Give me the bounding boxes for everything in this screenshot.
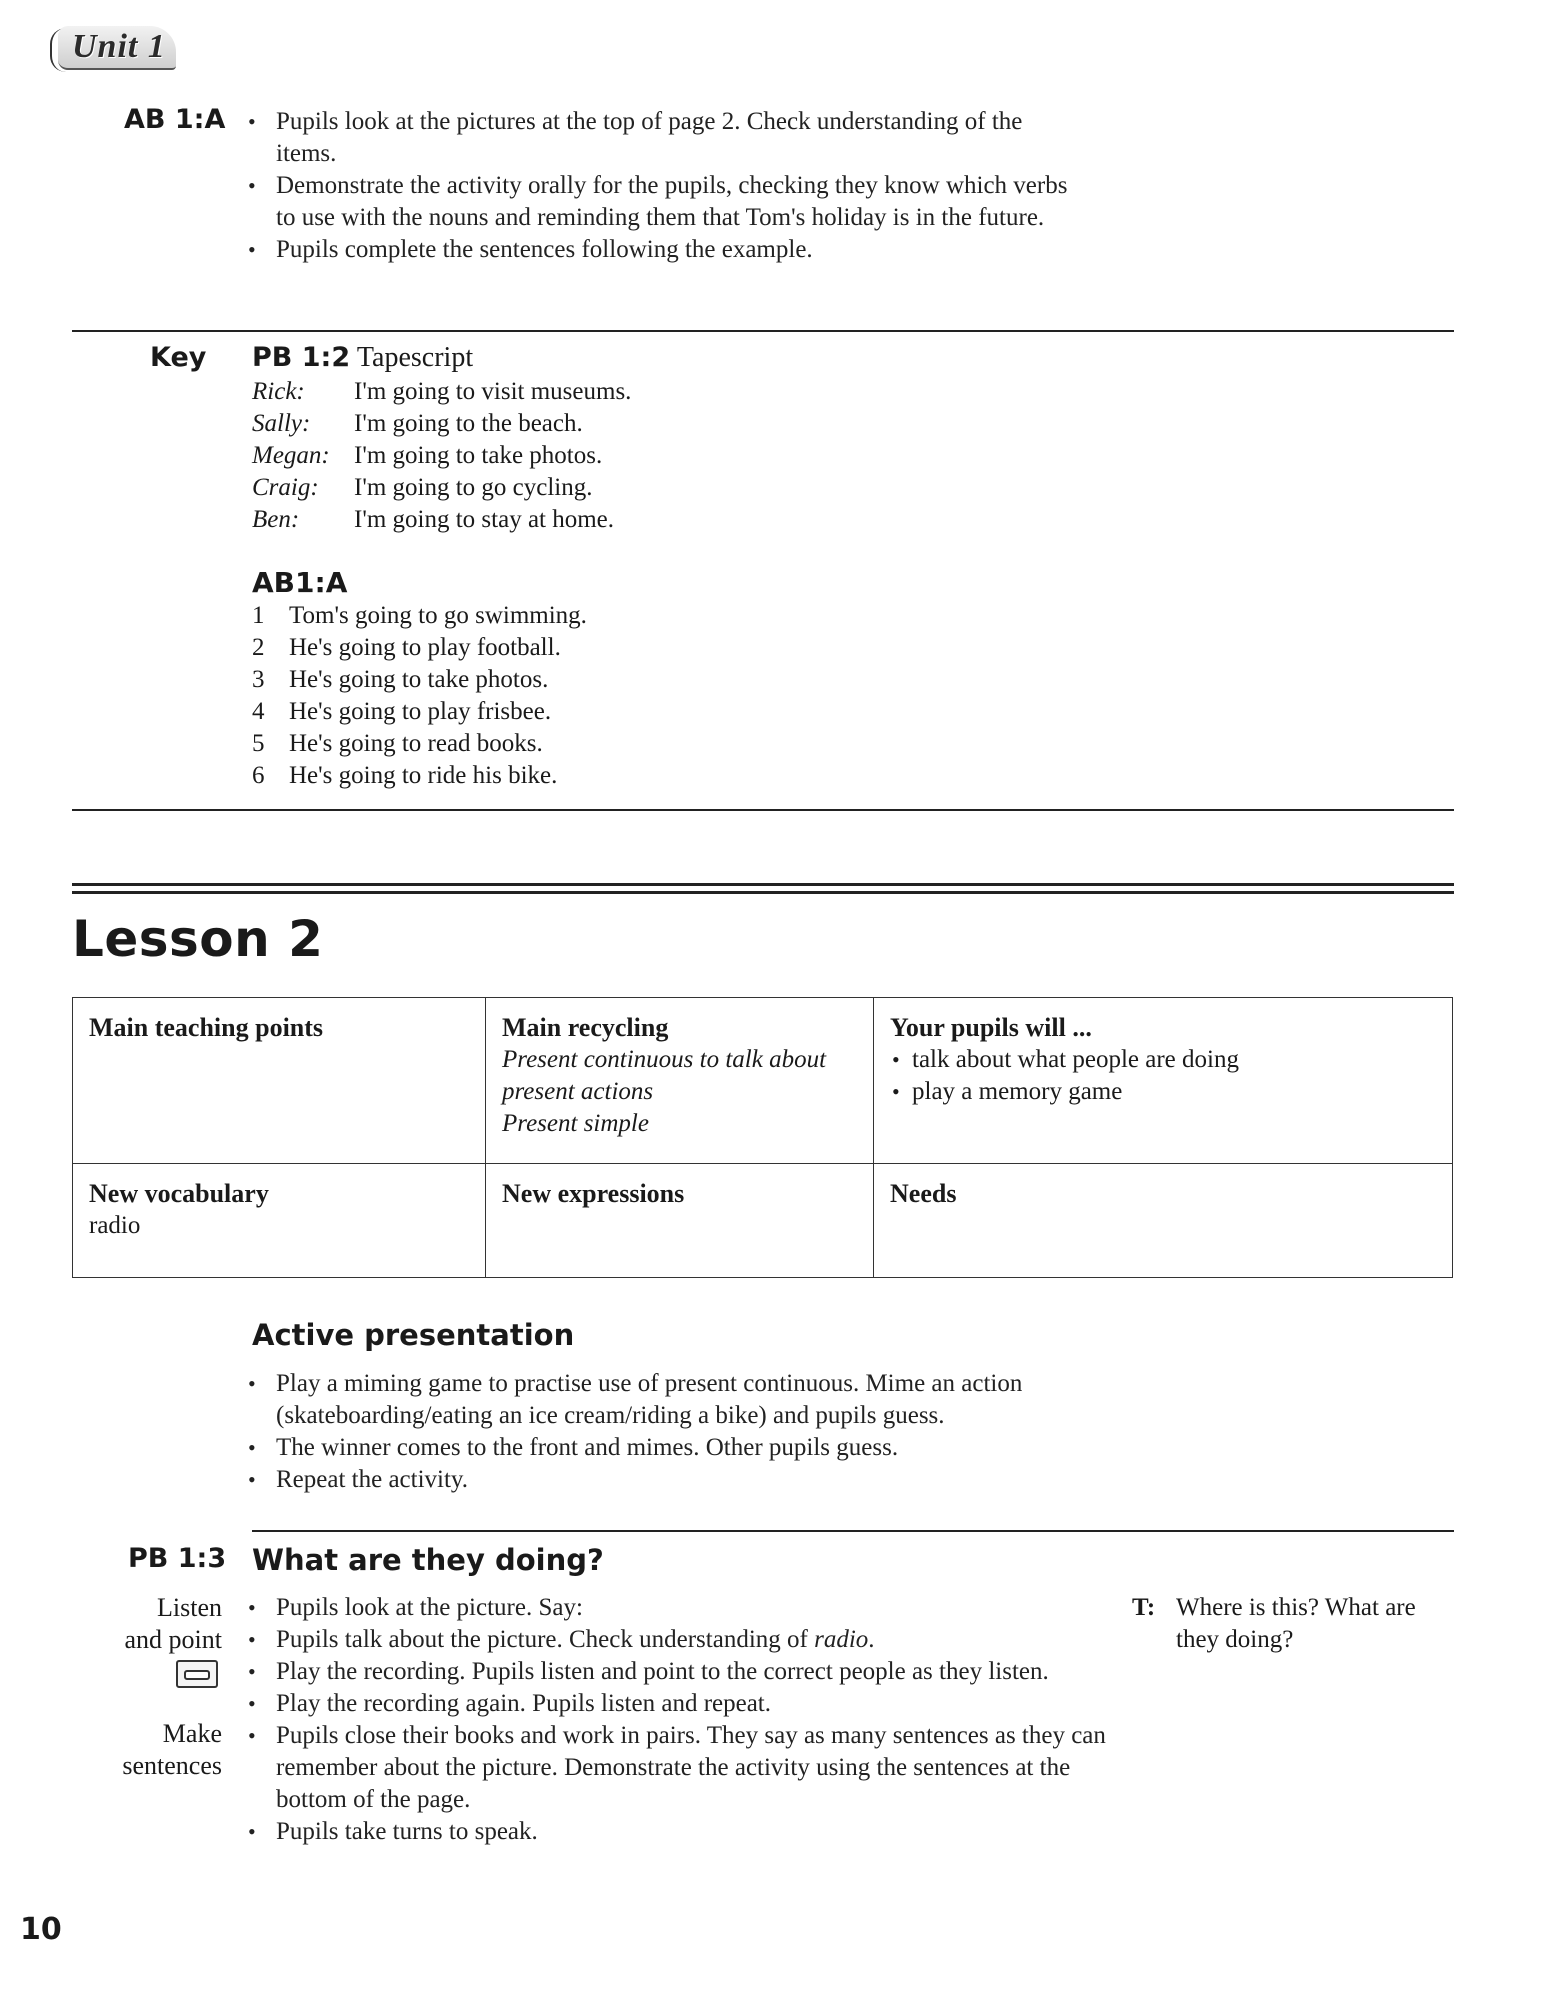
answer-row [252, 632, 587, 664]
list-item: • Pupils look at the picture. Say: [246, 1592, 1116, 1624]
ab1a-bullet-list [246, 106, 1086, 266]
list-item: • talk about what people are doing [890, 1044, 1436, 1076]
unit-badge [50, 22, 182, 72]
cell-line: Present simple [502, 1110, 649, 1137]
list-item: • Play the recording. Pupils listen and point to the correct people as they listen. [246, 1656, 1116, 1688]
tapescript-row [252, 376, 631, 408]
divider [72, 883, 1454, 886]
cassette-icon [176, 1660, 218, 1688]
table-cell [73, 998, 486, 1164]
cell-value: radio [89, 1212, 141, 1239]
table-row [73, 1164, 1453, 1278]
cell-heading: Your pupils will ... [890, 1013, 1092, 1042]
cell-heading: New vocabulary [89, 1179, 269, 1208]
table-cell [874, 1164, 1453, 1278]
table-row [73, 998, 1453, 1164]
pb13-label: PB 1:3 [128, 1543, 227, 1574]
line-text: I'm going to stay at home. [354, 506, 615, 533]
unit-label: Unit 1 [72, 28, 166, 65]
list-item: • Pupils complete the sentences following the example. [246, 234, 1086, 266]
teacher-note [1132, 1592, 1454, 1656]
tapescript-title: Tapescript [356, 342, 474, 373]
answer-number: 6 [252, 762, 265, 789]
line-text: I'm going to go cycling. [354, 474, 593, 501]
table-cell [874, 998, 1453, 1164]
list-item: • Demonstrate the activity orally for the pupils, checking they know which verbs to use with the nouns and reminding them that Tom's holiday is in the future. [246, 170, 1086, 234]
ab1a-answers-title: AB1:A [252, 566, 348, 599]
cell-heading: New expressions [502, 1179, 685, 1208]
tapescript-ref: PB 1:2 [252, 342, 351, 373]
answer-row [252, 664, 587, 696]
list-item: • Play the recording again. Pupils listen and repeat. [246, 1688, 1116, 1720]
speaker: Rick: [252, 378, 305, 405]
answer-row [252, 696, 587, 728]
speaker: Megan: [252, 442, 330, 469]
side-label-line: and point [124, 1625, 222, 1654]
tapescript-heading [252, 342, 473, 374]
active-presentation-title: Active presentation [252, 1318, 575, 1352]
tapescript-row [252, 472, 631, 504]
answer-number: 3 [252, 666, 265, 693]
answer-row [252, 728, 587, 760]
teaching-points-table [72, 997, 1453, 1278]
cell-heading: Needs [890, 1179, 957, 1208]
text-run: radio [814, 1626, 869, 1653]
key-label: Key [150, 342, 207, 373]
answer-text: Tom's going to go swimming. [289, 602, 587, 629]
table-cell [486, 1164, 874, 1278]
speaker: Ben: [252, 506, 300, 533]
answer-row [252, 760, 587, 792]
pb13-title: What are they doing? [252, 1543, 604, 1577]
listen-and-point-label [80, 1592, 222, 1696]
speaker: Sally: [252, 410, 311, 437]
answer-number: 4 [252, 698, 265, 725]
tapescript-row [252, 408, 631, 440]
answer-text: He's going to ride his bike. [289, 762, 558, 789]
make-sentences-label [80, 1718, 222, 1782]
list-item: • Play a miming game to practise use of present continuous. Mime an action (skateboarding/eating an ice cream/riding a bike) and pupils guess. [246, 1368, 1106, 1432]
answer-text: He's going to take photos. [289, 666, 549, 693]
side-label-line: sentences [122, 1751, 222, 1780]
divider [72, 330, 1454, 332]
cell-heading: Main recycling [502, 1013, 669, 1042]
tapescript-lines [252, 376, 631, 536]
ab1a-answers [252, 600, 587, 792]
divider [72, 891, 1454, 894]
teacher-speaker: T: [1132, 1594, 1156, 1621]
list-item: • Repeat the activity. [246, 1464, 1106, 1496]
answer-number: 2 [252, 634, 265, 661]
divider [72, 809, 1454, 811]
list-item: • Pupils close their books and work in pairs. They say as many sentences as they can remember about the picture. Demonstrate the activity using the sentences at the bottom of the page. [246, 1720, 1116, 1816]
speaker: Craig: [252, 474, 319, 501]
cell-heading: Main teaching points [89, 1013, 324, 1042]
cell-line: Present continuous to talk about [502, 1046, 827, 1073]
list-item: • Pupils look at the pictures at the top of page 2. Check understanding of the items. [246, 106, 1086, 170]
lesson-title: Lesson 2 [72, 910, 324, 968]
ab1a-label: AB 1:A [124, 104, 226, 135]
text-run: Pupils talk about the picture. Check understanding of [276, 1626, 815, 1653]
active-presentation-list [246, 1368, 1106, 1496]
list-item: • Pupils take turns to speak. [246, 1816, 1116, 1848]
line-text: I'm going to take photos. [354, 442, 603, 469]
answer-number: 1 [252, 602, 265, 629]
tapescript-row [252, 504, 631, 536]
cell-line: present actions [502, 1078, 654, 1105]
list-item: • The winner comes to the front and mimes. Other pupils guess. [246, 1432, 1106, 1464]
teacher-prompt: Where is this? What are they doing? [1176, 1594, 1416, 1653]
answer-number: 5 [252, 730, 265, 757]
line-text: I'm going to the beach. [354, 410, 583, 437]
answer-text: He's going to play frisbee. [289, 698, 552, 725]
page-number: 10 [20, 1912, 62, 1947]
answer-text: He's going to play football. [289, 634, 561, 661]
answer-row [252, 600, 587, 632]
text-run: . [868, 1626, 875, 1653]
answer-text: He's going to read books. [289, 730, 543, 757]
list-item: • play a memory game [890, 1076, 1436, 1108]
table-cell [73, 1164, 486, 1278]
side-label-line: Listen [157, 1593, 222, 1622]
side-label-line: Make [162, 1719, 222, 1748]
divider [252, 1530, 1454, 1532]
table-cell [486, 998, 874, 1164]
cell-bullet-list [890, 1044, 1436, 1108]
line-text: I'm going to visit museums. [354, 378, 632, 405]
pb13-bullet-list [246, 1592, 1116, 1848]
tapescript-row [252, 440, 631, 472]
list-item [246, 1624, 1116, 1656]
